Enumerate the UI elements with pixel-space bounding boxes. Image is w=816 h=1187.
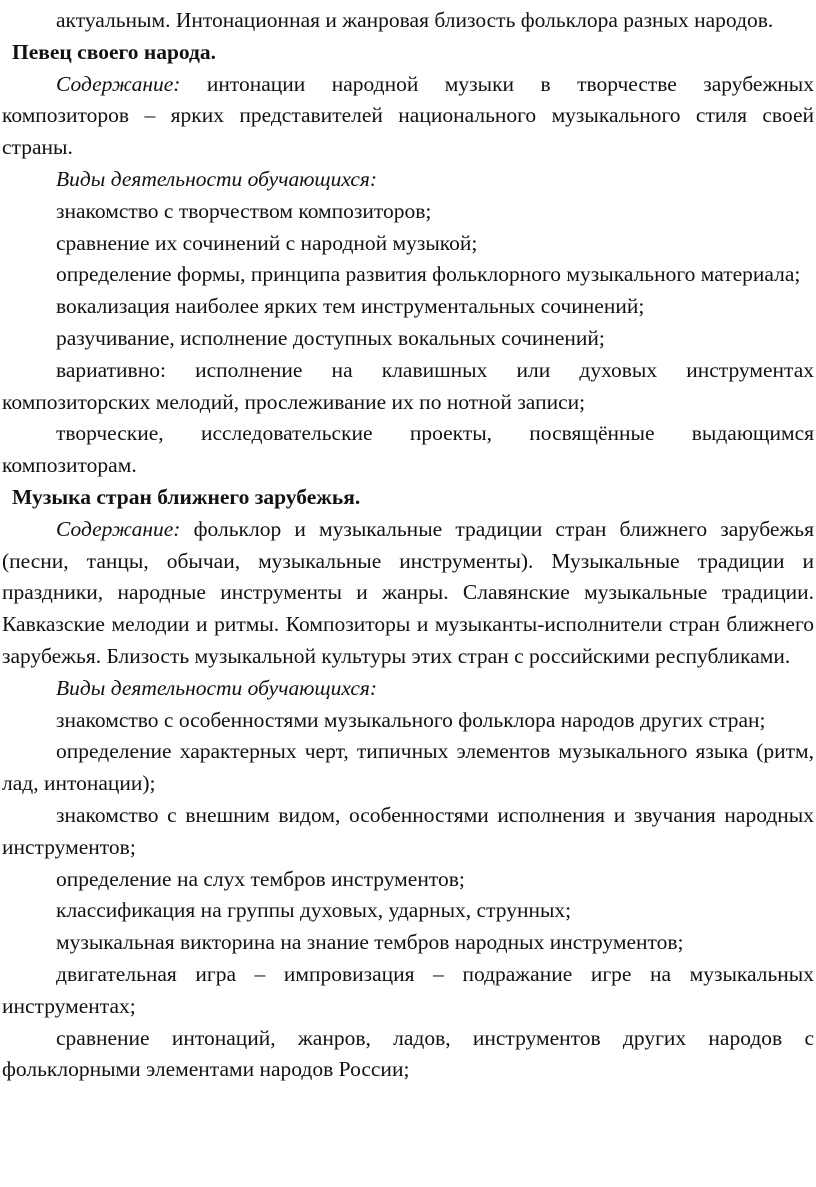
activity-item: двигательная игра – импровизация – подражание игре на музыкальных инструментах; xyxy=(2,961,814,1018)
activity-item: творческие, исследовательские проекты, посвящённые выдающимся композиторам. xyxy=(2,421,814,478)
activity-item: знакомство с творчеством композиторов; xyxy=(56,198,432,223)
activity-item: сравнение их сочинений с народной музыкой; xyxy=(56,230,478,255)
activity-item: определение на слух тембров инструментов; xyxy=(56,866,465,891)
activity-item: музыкальная викторина на знание тембров народных инструментов; xyxy=(56,930,684,955)
content-label: Содержание: xyxy=(56,71,181,96)
activities-label: Виды деятельности обучающихся: xyxy=(56,166,378,191)
activity-item: определение формы, принципа развития фольклорного музыкального материала; xyxy=(56,262,801,287)
content-label: Содержание: xyxy=(56,516,181,541)
content-paragraph xyxy=(2,514,814,673)
activities-label: Виды деятельности обучающихся: xyxy=(56,675,378,700)
activity-item: знакомство с особенностями музыкального фольклора народов других стран; xyxy=(56,707,766,732)
activities-label-paragraph xyxy=(2,673,814,705)
paragraph-text: актуальным. Интонационная и жанровая близость фольклора разных народов. xyxy=(56,8,774,32)
activity-item: определение характерных черт, типичных элементов музыкального языка (ритм, лад, интонации); xyxy=(2,739,814,796)
activity-item: знакомство с внешним видом, особенностями исполнения и звучания народных инструментов; xyxy=(2,802,814,859)
paragraph-continuation xyxy=(2,5,814,37)
section-heading-singer: Певец своего народа. xyxy=(12,39,217,64)
section-heading-near-abroad: Музыка стран ближнего зарубежья. xyxy=(12,484,361,509)
activity-item: вариативно: исполнение на клавишных или духовых инструментах композиторских мелодий, прослеживание их по нотной записи; xyxy=(2,357,814,414)
activities-label-paragraph xyxy=(2,164,814,196)
content-text: фольклор и музыкальные традиции стран ближнего зарубежья (песни, танцы, обычаи, музыкальные инструменты). Музыкальные традиции и праздники, народные инструменты и жанры. Славянские музыкальные традиции. Кавказские мелодии и ритмы. Композиторы и музыканты-исполнители стран ближнего зарубежья. Близость музыкальной культуры этих стран с российскими республиками. xyxy=(2,516,814,668)
activity-item: разучивание, исполнение доступных вокальных сочинений; xyxy=(56,325,605,350)
activity-item: сравнение интонаций, жанров, ладов, инструментов других народов с фольклорными элементами народов России; xyxy=(2,1025,814,1082)
activity-item: классификация на группы духовых, ударных, струнных; xyxy=(56,898,572,923)
content-text: интонации народной музыки в творчестве зарубежных композиторов – ярких представителей национального музыкального стиля своей страны. xyxy=(2,71,814,160)
content-paragraph xyxy=(2,69,814,164)
activity-item: вокализация наиболее ярких тем инструментальных сочинений; xyxy=(56,294,645,319)
